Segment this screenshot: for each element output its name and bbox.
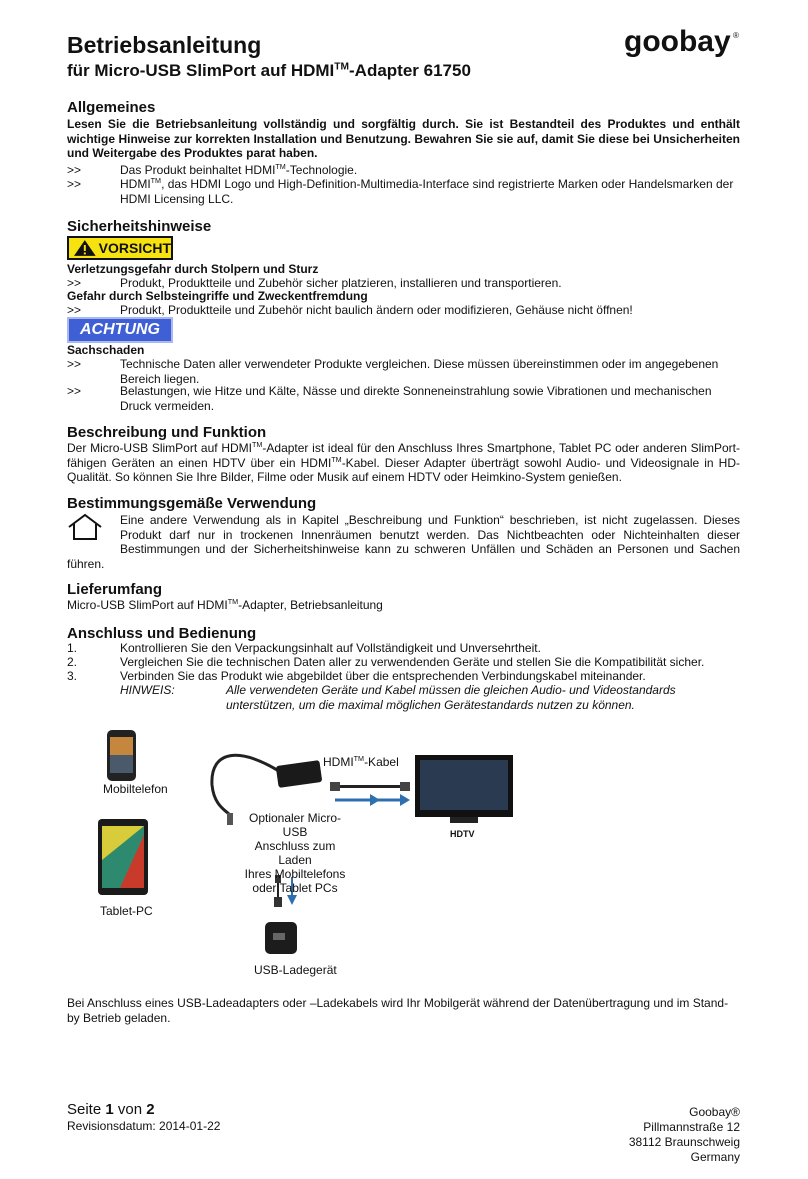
smartphone-image — [107, 730, 136, 781]
section-heading-anschluss: Anschluss und Bedienung — [67, 625, 257, 642]
page-title: Betriebsanleitung — [67, 32, 262, 58]
label-mobiltelefon: Mobiltelefon — [103, 782, 168, 796]
label-usb-ladegeraet: USB-Ladegerät — [254, 963, 337, 977]
company-address: Goobay® Pillmannstraße 12 38112 Braunschweig Germany — [628, 1105, 740, 1164]
label-tablet: Tablet-PC — [100, 904, 153, 918]
section-heading-allgemeines: Allgemeines — [67, 99, 156, 116]
beschreibung-paragraph: Der Micro-USB SlimPort auf HDMI™-Adapter ist ideal für den Anschluss Ihres Smartphone, Tablet PC oder anderen SlimPort-fähigen Geräten an einen HDTV über ein HDMI™-Kabel. Dieser Adapter überträgt sowohl Audio- und Videosignale in HD-Qualität. So können Sie Ihre Bilder, Filme oder Musik auf einem HDTV oder Heimkino-System genießen. — [67, 440, 740, 484]
page-number: Seite 1 von 2 — [67, 1101, 155, 1118]
closing-paragraph: Bei Anschluss eines USB-Ladeadapters oder –Ladekabels wird Ihr Mobilgerät während der Datenübertragung und im Stand-by Betrieb geladen. — [67, 996, 729, 1025]
page-subtitle: für Micro-USB SlimPort auf HDMI™-Adapter 61750 — [67, 61, 471, 80]
tablet-image — [98, 819, 148, 895]
subheading-selbsteingriffe: Gefahr durch Selbsteingriffe und Zweckentfremdung — [67, 289, 368, 303]
warning-triangle-icon — [72, 238, 98, 258]
goobay-logo — [622, 22, 742, 62]
hdtv-image — [415, 755, 513, 823]
subheading-stolpern: Verletzungsgefahr durch Stolpern und Sturz — [67, 262, 319, 276]
hdmi-cable-image — [330, 782, 410, 791]
section-heading-sicherheit: Sicherheitshinweise — [67, 218, 212, 235]
section-heading-beschreibung: Beschreibung und Funktion — [67, 424, 267, 441]
bestimmung-paragraph: Eine andere Verwendung als in Kapitel „Beschreibung und Funktion“ beschrieben, ist nicht zugelassen. Dieses Produkt darf nur in trockenen Innenräumen benutzt werden. Das Nichtbeachten oder Nichteinhalten dieser Bestimmungen und der Sicherheitshinweise kann zu schweren Unfällen und Schäden an Personen und Sachen führen. — [67, 513, 740, 571]
arrow-icon — [335, 794, 410, 806]
svg-text:®: ® — [733, 31, 739, 40]
hinweis-text: Alle verwendeten Geräte und Kabel müssen die gleichen Audio- und Videostandards unterstützen, um die maximal möglichen Gerätestandards nutzen zu können. — [226, 683, 676, 712]
usb-charger-image — [265, 922, 297, 954]
hinweis-label: HINWEIS: — [120, 683, 175, 697]
revision-date: Revisionsdatum: 2014-01-22 — [67, 1119, 221, 1133]
lieferumfang-text: Micro-USB SlimPort auf HDMI™-Adapter, Betriebsanleitung — [67, 597, 383, 612]
label-optional-usb: Optionaler Micro-USB Anschluss zum Laden Ihres Mobiltelefons oder Tablet PCs — [244, 811, 346, 895]
label-hdtv: HDTV — [450, 829, 475, 839]
achtung-badge: ACHTUNG — [67, 317, 173, 343]
section-heading-bestimmung: Bestimmungsgemäße Verwendung — [67, 495, 317, 512]
intro-paragraph: Lesen Sie die Betriebsanleitung vollständig und sorgfältig durch. Sie ist Bestandteil des Produktes und enthält wichtige Hinweise zur korrekten Installation und Benutzung. Bewahren Sie sie auf, damit Sie diese bei Unsicherheiten und Weitergabe des Produktes parat haben. — [67, 117, 740, 160]
subheading-sachschaden: Sachschaden — [67, 343, 145, 357]
section-heading-lieferumfang: Lieferumfang — [67, 581, 163, 598]
vorsicht-badge: VORSICHT — [67, 236, 173, 260]
svg-text:goobay: goobay — [624, 25, 731, 58]
label-hdmi-kabel: HDMI™-Kabel — [323, 754, 399, 769]
